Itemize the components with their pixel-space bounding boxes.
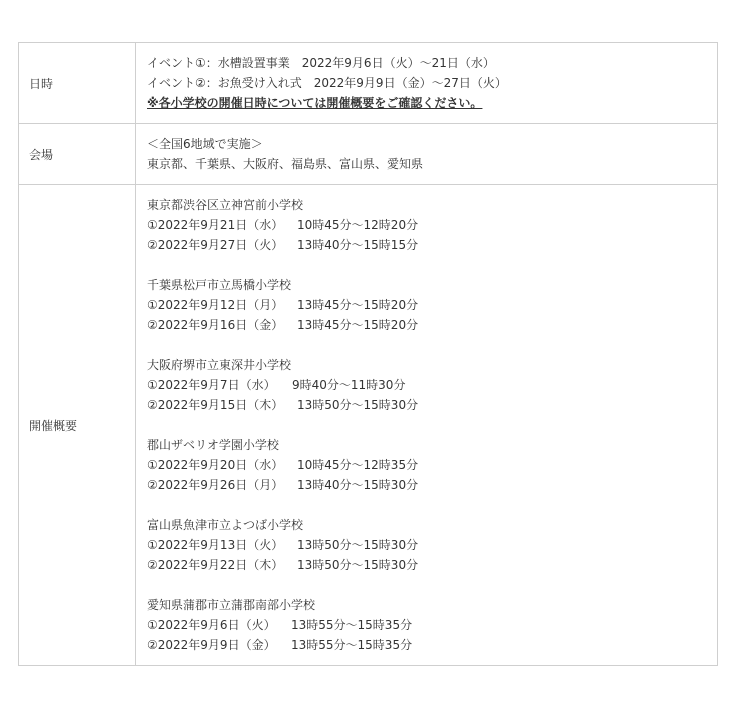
school-name: 東京都渋谷区立神宮前小学校: [147, 198, 304, 212]
event-info-table: [18, 42, 718, 666]
session-time: 13時50分〜15時30分: [297, 398, 419, 412]
session-time: 13時50分〜15時30分: [297, 558, 419, 572]
session-line: [147, 395, 706, 415]
session-line: [147, 635, 706, 655]
session-date: ①2022年9月13日（火）: [147, 538, 284, 552]
session-date: ①2022年9月7日（水）: [147, 378, 276, 392]
session-time: 10時45分〜12時35分: [297, 458, 419, 472]
session-line: [147, 475, 706, 495]
session-time: 13時50分〜15時30分: [297, 538, 419, 552]
event2-line: イベント②：お魚受け入れ式 2022年9月9日（金）〜27日（火）: [147, 76, 507, 90]
session-date: ②2022年9月16日（金）: [147, 318, 284, 332]
row-datetime: [19, 43, 718, 124]
row-value-overview: [136, 185, 718, 666]
school-name: 郡山ザベリオ学園小学校: [147, 438, 279, 452]
note-line: ※各小学校の開催日時については開催概要をご確認ください。: [147, 96, 483, 110]
session-time: 13時45分〜15時20分: [297, 298, 419, 312]
session-line: [147, 455, 706, 475]
session-date: ②2022年9月15日（木）: [147, 398, 284, 412]
venue-heading: ＜全国6地域で実施＞: [147, 137, 263, 151]
venue-list: 東京都、千葉県、大阪府、福島県、富山県、愛知県: [147, 157, 424, 171]
event1-line: イベント①：水槽設置事業 2022年9月6日（火）〜21日（水）: [147, 56, 495, 70]
session-date: ①2022年9月12日（月）: [147, 298, 284, 312]
school-block: [147, 275, 706, 335]
session-line: [147, 615, 706, 635]
session-time: 13時40分〜15時30分: [297, 478, 419, 492]
row-label-datetime: 日時: [19, 43, 136, 124]
row-value-datetime: [136, 43, 718, 124]
session-time: 13時55分〜15時35分: [291, 618, 413, 632]
school-name: 大阪府堺市立東深井小学校: [147, 358, 292, 372]
school-block: [147, 435, 706, 495]
session-time: 13時45分〜15時20分: [297, 318, 419, 332]
school-name: 千葉県松戸市立馬橋小学校: [147, 278, 292, 292]
session-line: [147, 295, 706, 315]
school-block: [147, 515, 706, 575]
session-time: 13時55分〜15時35分: [291, 638, 413, 652]
session-date: ①2022年9月21日（水）: [147, 218, 284, 232]
session-time: 13時40分〜15時15分: [297, 238, 419, 252]
session-time: 10時45分〜12時20分: [297, 218, 419, 232]
school-block: [147, 195, 706, 255]
session-date: ①2022年9月20日（水）: [147, 458, 284, 472]
session-date: ②2022年9月9日（金）: [147, 638, 276, 652]
session-date: ②2022年9月27日（火）: [147, 238, 284, 252]
session-date: ②2022年9月22日（木）: [147, 558, 284, 572]
school-name: 富山県魚津市立よつば小学校: [147, 518, 304, 532]
session-date: ②2022年9月26日（月）: [147, 478, 284, 492]
row-overview: [19, 185, 718, 666]
session-line: [147, 555, 706, 575]
session-line: [147, 535, 706, 555]
session-line: [147, 215, 706, 235]
school-block: [147, 355, 706, 415]
session-line: [147, 315, 706, 335]
session-line: [147, 375, 706, 395]
school-name: 愛知県蒲郡市立蒲郡南部小学校: [147, 598, 316, 612]
session-time: 9時40分〜11時30分: [292, 378, 406, 392]
session-line: [147, 235, 706, 255]
row-venue: [19, 124, 718, 185]
school-block: [147, 595, 706, 655]
row-value-venue: [136, 124, 718, 185]
row-label-venue: 会場: [19, 124, 136, 185]
session-date: ①2022年9月6日（火）: [147, 618, 276, 632]
row-label-overview: 開催概要: [19, 185, 136, 666]
